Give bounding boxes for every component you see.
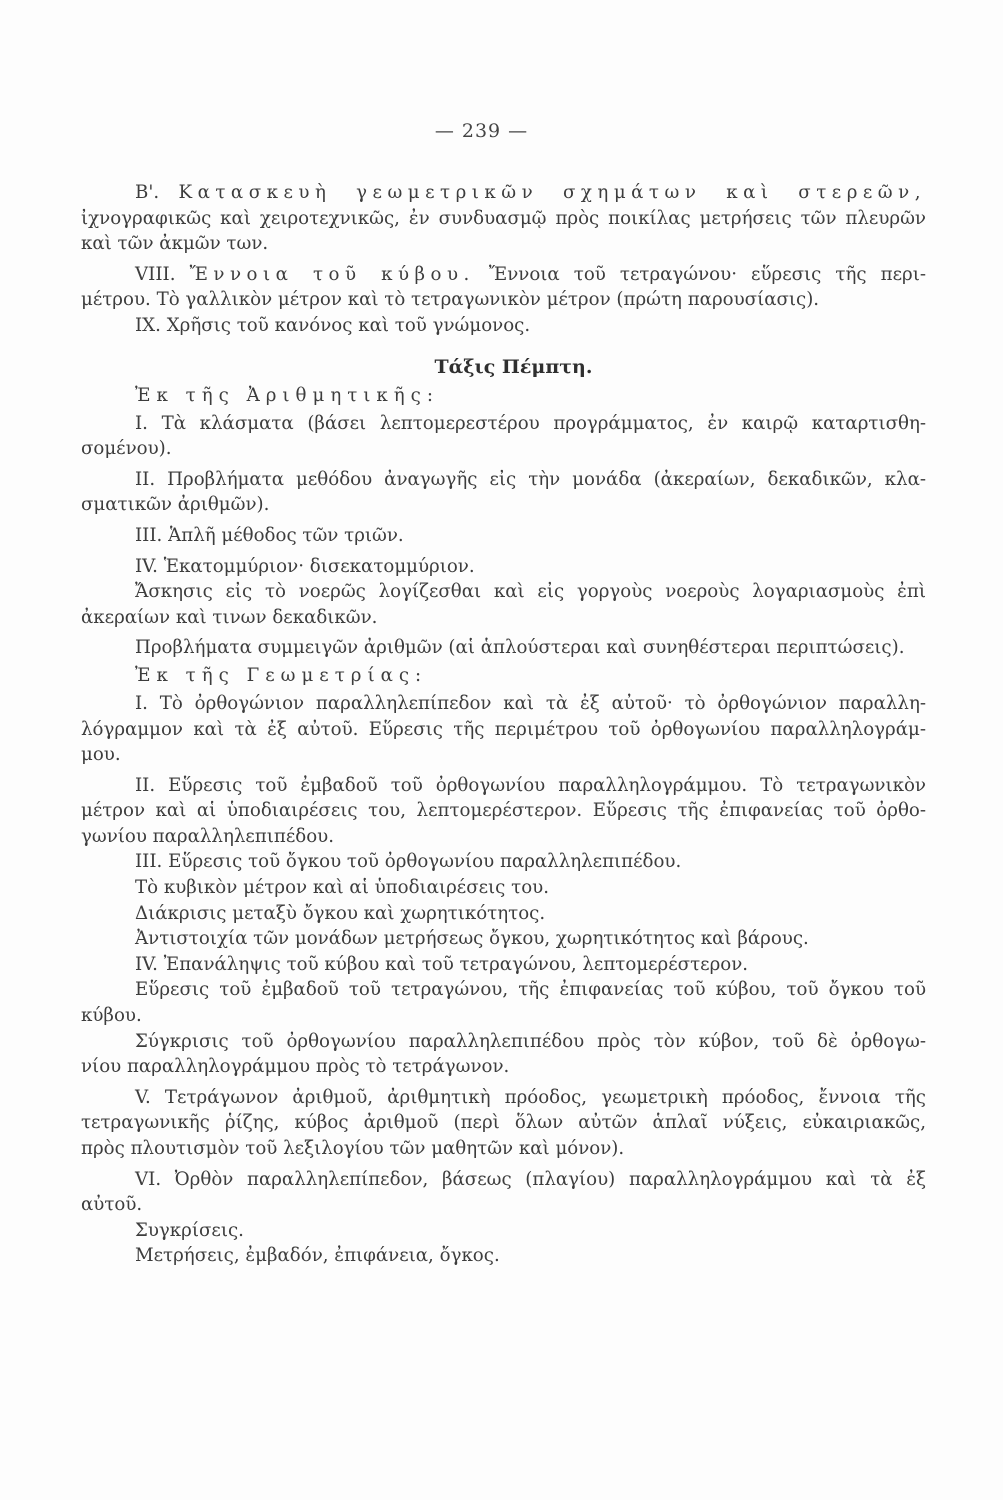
geo-i-line-2: λόγραμμον καὶ τὰ ἐξ αὐτοῦ. Εὕρεσις τῆς περιμέτρου τοῦ ὀρθογωνίου παραλληλογράμ- bbox=[81, 718, 926, 740]
geo-iv-line-2: Εὕρεσις τοῦ ἐμβαδοῦ τοῦ τετραγώνου, τῆς ἐπιφανείας τοῦ κύβου, τοῦ ὄγκου τοῦ bbox=[135, 979, 926, 1001]
geo-vi-line-4: Μετρήσεις, ἐμβαδόν, ἐπιφάνεια, ὄγκος. bbox=[135, 1245, 500, 1267]
class-heading: Τάξις Πέμπτη. bbox=[434, 355, 593, 378]
geometry-heading: Ἐκ τῆς Γεωμετρίας: bbox=[135, 664, 428, 686]
geo-iv-line-4: Σύγκρισις τοῦ ὀρθογωνίου παραλληλεπιπέδου πρὸς τὸν κύβον, τοῦ δὲ ὀρθογω- bbox=[135, 1030, 926, 1052]
geo-ii-line-2: μέτρον καὶ αἱ ὑποδιαιρέσεις του, λεπτομερέστερον. Εὕρεσις τῆς ἐπιφανείας τοῦ ὀρθο- bbox=[81, 800, 926, 822]
section-b-title: Κατασκευὴ γεωμετρικῶν σχημάτων καὶ στερεῶν, bbox=[178, 182, 926, 203]
arith-ii-line-2: σματικῶν ἀριθμῶν). bbox=[81, 494, 270, 516]
item-viii-label: VIII. bbox=[135, 263, 176, 285]
item-ix-line-1: IX. Χρῆσις τοῦ κανόνος καὶ τοῦ γνώμονος. bbox=[135, 314, 531, 336]
item-viii-rest: Ἔννοια τοῦ τετραγώνου· εὕρεσις τῆς περι- bbox=[488, 263, 926, 285]
item-viii-line-1 bbox=[81, 262, 926, 288]
geo-ii-line-1: II. Εὕρεσις τοῦ ἐμβαδοῦ τοῦ ὀρθογωνίου παραλληλογράμμου. Τὸ τετραγωνικὸν bbox=[135, 774, 926, 796]
geo-ii-line-3: γωνίου παραλληλεπιπέδου. bbox=[81, 825, 334, 847]
geo-iii-line-2: Τὸ κυβικὸν μέτρον καὶ αἱ ὑποδιαιρέσεις του. bbox=[135, 877, 549, 899]
item-viii-line-2: μέτρου. Τὸ γαλλικὸν μέτρον καὶ τὸ τετραγωνικὸν μέτρον (πρώτη παρουσίασις). bbox=[81, 289, 820, 311]
page-number: — 239 — bbox=[434, 120, 529, 142]
geo-v-line-3: πρὸς πλουτισμὸν τοῦ λεξιλογίου τῶν μαθητῶν καὶ μόνον). bbox=[81, 1138, 625, 1159]
arith-exercise-line-2: ἀκεραίων καὶ τινων δεκαδικῶν. bbox=[81, 606, 378, 628]
arith-iv-line-1: IV. Ἑκατομμύριον· δισεκατομμύριον. bbox=[135, 555, 475, 577]
geo-v-line-2: τετραγωνικῆς ῥίζης, κύβος ἀριθμοῦ (περὶ ὅλων αὐτῶν ἁπλαῖ νύξεις, εὐκαιριακῶς, bbox=[81, 1112, 926, 1134]
geo-vi-line-1: VI. Ὀρθὸν παραλληλεπίπεδον, βάσεως (πλαγίου) παραλληλογράμμου καὶ τὰ ἐξ bbox=[135, 1168, 926, 1190]
arith-ii-line-1: II. Προβλήματα μεθόδου ἀναγωγῆς εἰς τὴν μονάδα (ἀκεραίων, δεκαδικῶν, κλα- bbox=[135, 468, 926, 490]
geo-iv-line-3: κύβου. bbox=[81, 1005, 142, 1027]
arith-i-line-1: I. Τὰ κλάσματα (βάσει λεπτομερεστέρου προγράμματος, ἐν καιρῷ καταρτισθη- bbox=[135, 412, 926, 434]
section-b-label: Β'. bbox=[135, 182, 160, 203]
section-b-line-3: καὶ τῶν ἀκμῶν των. bbox=[81, 233, 269, 255]
page-body bbox=[81, 180, 926, 1269]
arith-i-line-2: σομένου). bbox=[81, 438, 172, 460]
geo-iii-line-3: Διάκρισις μεταξὺ ὄγκου καὶ χωρητικότητος. bbox=[135, 902, 546, 924]
geo-vi-line-3: Συγκρίσεις. bbox=[135, 1219, 244, 1241]
section-b-line-2: ἰχνογραφικῶς καὶ χειροτεχνικῶς, ἐν συνδυασμῷ πρὸς ποικίλας μετρήσεις τῶν πλευρῶν bbox=[81, 207, 926, 229]
geo-vi-line-2: αὐτοῦ. bbox=[81, 1194, 143, 1216]
geo-iii-line-4: Ἀντιστοιχία τῶν μονάδων μετρήσεως ὄγκου, χωρητικότητος καὶ βάρους. bbox=[135, 928, 809, 950]
section-b-line-1 bbox=[81, 180, 926, 206]
arith-exercise-line-1: Ἄσκησις εἰς τὸ νοερῶς λογίζεσθαι καὶ εἰς γοργοὺς νοεροὺς λογαριασμοὺς ἐπὶ bbox=[135, 581, 926, 603]
geo-iv-line-1: IV. Ἐπανάληψις τοῦ κύβου καὶ τοῦ τετραγώνου, λεπτομερέστερον. bbox=[135, 953, 749, 975]
geo-i-line-1: I. Τὸ ὀρθογώνιον παραλληλεπίπεδον καὶ τὰ ἐξ αὐτοῦ· τὸ ὀρθογώνιον παραλλη- bbox=[135, 692, 926, 714]
arithmetic-heading: Ἐκ τῆς Ἀριθμητικῆς: bbox=[135, 384, 439, 406]
arith-problems-line-1: Προβλήματα συμμειγῶν ἀριθμῶν (αἱ ἁπλούστεραι καὶ συνηθέστεραι περιπτώσεις). bbox=[135, 637, 905, 659]
geo-iv-line-5: νίου παραλληλογράμμου πρὸς τὸ τετράγωνον. bbox=[81, 1056, 510, 1078]
geo-i-line-3: μου. bbox=[81, 744, 121, 766]
geo-v-line-1: V. Τετράγωνον ἀριθμοῦ, ἀριθμητικὴ πρόοδος, γεωμετρικὴ πρόοδος, ἔννοια τῆς bbox=[135, 1086, 926, 1108]
geo-iii-line-1: III. Εὕρεσις τοῦ ὄγκου τοῦ ὀρθογωνίου παραλληλεπιπέδου. bbox=[135, 851, 682, 873]
item-viii-spaced-title: Ἔννοια τοῦ κύβου. bbox=[189, 263, 475, 285]
arith-iii-line-1: III. Ἁπλῆ μέθοδος τῶν τριῶν. bbox=[135, 524, 404, 546]
